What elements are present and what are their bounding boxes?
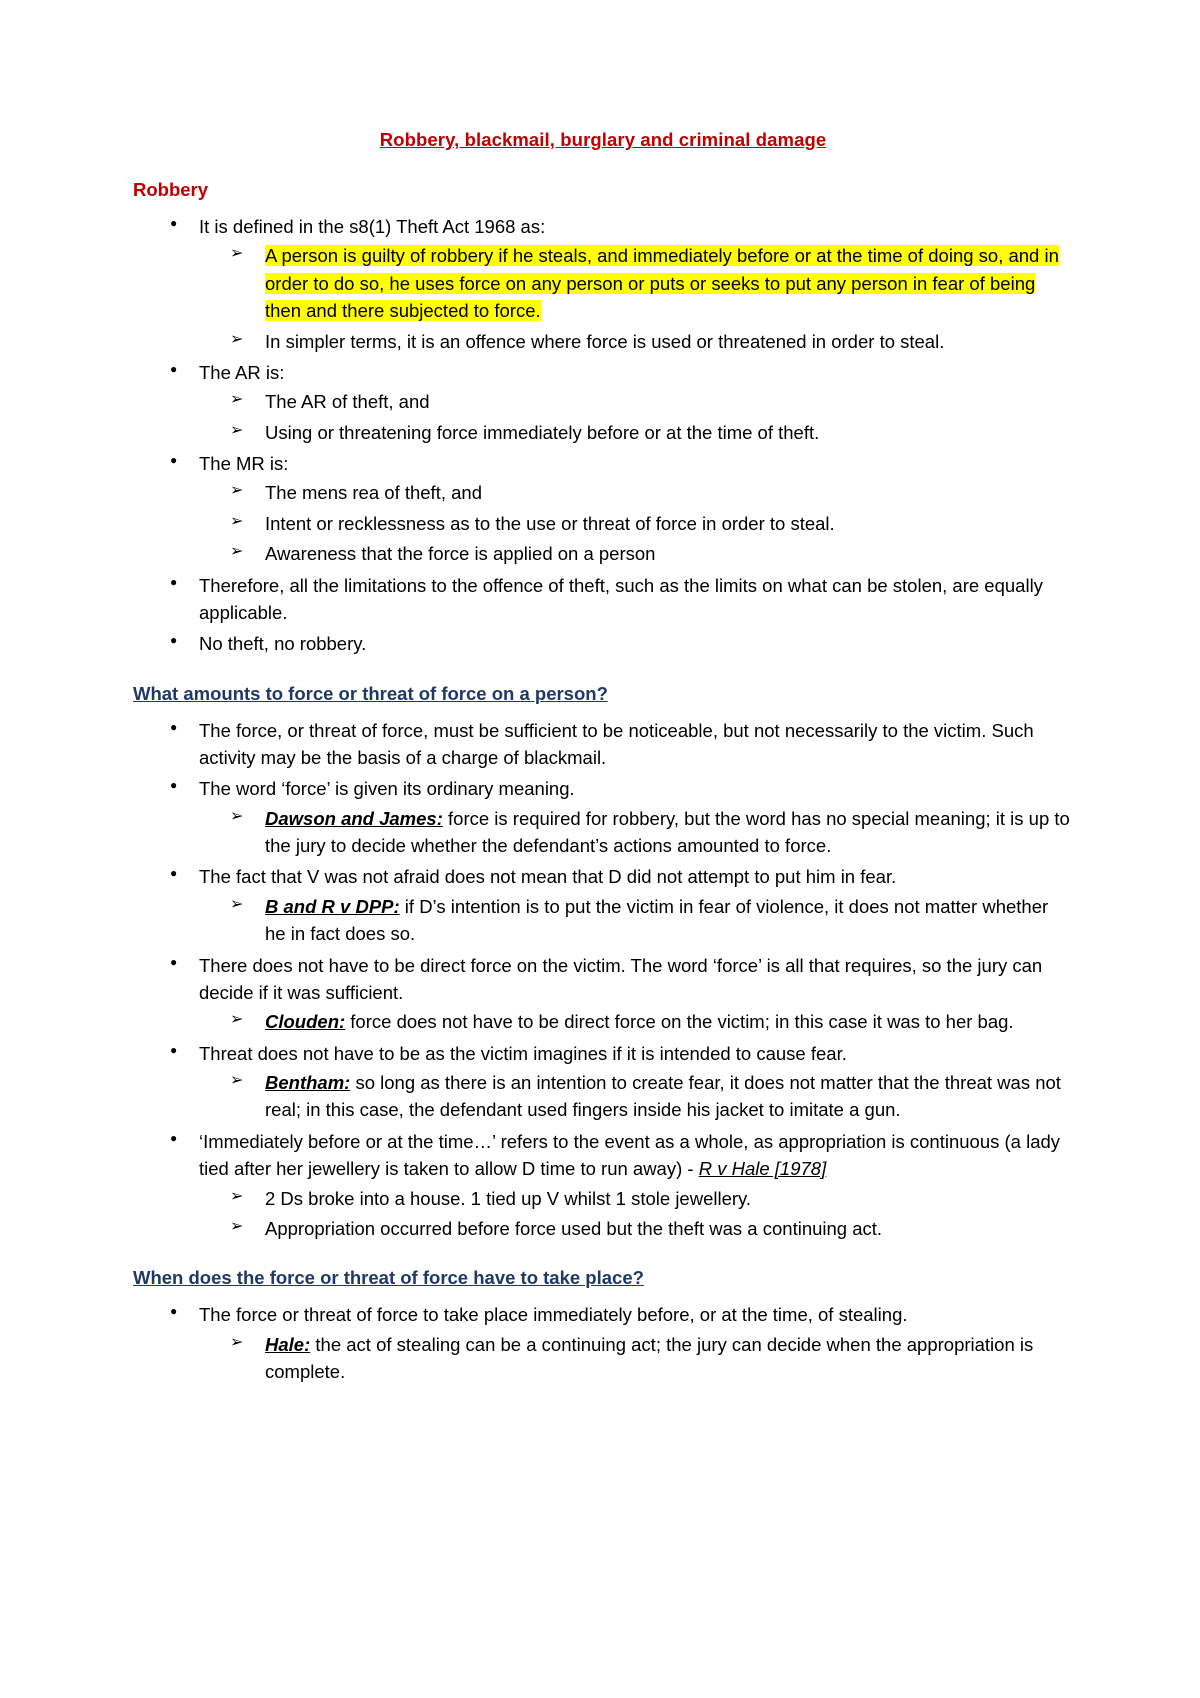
list-item bbox=[133, 952, 1073, 1036]
list-item bbox=[199, 540, 1073, 567]
list-item bbox=[199, 1215, 1073, 1242]
list-item-text: The force, or threat of force, must be sufficient to be noticeable, but not necessarily to the victim. Such activity may be the basis of a charge of blackmail. bbox=[199, 719, 1034, 768]
list-item-text: The word ‘force’ is given its ordinary meaning. bbox=[199, 778, 575, 800]
list-item-text: The fact that V was not afraid does not mean that D did not attempt to put him in fear. bbox=[199, 866, 897, 888]
sublist bbox=[199, 805, 1073, 860]
sublist bbox=[199, 893, 1073, 948]
list-item bbox=[199, 388, 1073, 415]
list-item-text: Threat does not have to be as the victim imagines if it is intended to cause fear. bbox=[199, 1042, 847, 1064]
list-robbery bbox=[133, 213, 1073, 658]
list-item bbox=[133, 863, 1073, 947]
list-item bbox=[133, 359, 1073, 446]
list-item-text: There does not have to be direct force on the victim. The word ‘force’ is all that requires, so the jury can decide if it was sufficient. bbox=[199, 954, 1043, 1003]
list-item bbox=[199, 242, 1073, 324]
list-item bbox=[199, 1008, 1073, 1035]
list-item-text: The AR of theft, and bbox=[265, 391, 430, 413]
list-item-text: The force or threat of force to take place immediately before, or at the time, of stealing. bbox=[199, 1304, 908, 1326]
list-item-text: force does not have to be direct force on the victim; in this case it was to her bag. bbox=[345, 1011, 1014, 1033]
sublist bbox=[199, 1069, 1073, 1124]
list-item bbox=[199, 328, 1073, 355]
case-citation: Dawson and James: bbox=[265, 807, 443, 829]
list-item-text: if D’s intention is to put the victim in fear of violence, it does not matter whether he in fact does so. bbox=[265, 895, 1049, 945]
list-item bbox=[133, 630, 1073, 657]
list-item-text: The AR is: bbox=[199, 361, 285, 383]
sublist bbox=[199, 242, 1073, 355]
list-item bbox=[199, 893, 1073, 948]
list-item bbox=[199, 419, 1073, 446]
case-citation: R v Hale [1978] bbox=[698, 1158, 827, 1180]
list-item bbox=[133, 1040, 1073, 1124]
list-item bbox=[199, 805, 1073, 860]
sublist bbox=[199, 1185, 1073, 1243]
list-item-text: the act of stealing can be a continuing act; the jury can decide when the appropriation is complete. bbox=[265, 1333, 1034, 1383]
list-item bbox=[133, 775, 1073, 859]
section-heading-robbery: Robbery bbox=[133, 179, 209, 201]
section-heading-force: What amounts to force or threat of force on a person? bbox=[133, 682, 608, 704]
list-item bbox=[199, 1185, 1073, 1212]
list-item-text: force is required for robbery, but the word has no special meaning; it is up to the jury to decide whether the defendant’s actions amounted to force. bbox=[265, 807, 1070, 857]
sublist bbox=[199, 479, 1073, 567]
case-citation: Clouden: bbox=[265, 1011, 346, 1033]
list-item-text: Appropriation occurred before force used but the theft was a continuing act. bbox=[265, 1217, 883, 1239]
page-title: Robbery, blackmail, burglary and criminal damage bbox=[379, 129, 827, 150]
list-item-text: Intent or recklessness as to the use or threat of force in order to steal. bbox=[265, 512, 835, 534]
document-body bbox=[133, 128, 1073, 1389]
list-item-text: so long as there is an intention to create fear, it does not matter that the threat was not real; in this case, the defendant used fingers inside his jacket to imitate a gun. bbox=[265, 1072, 1061, 1121]
list-item-text: Therefore, all the limitations to the offence of theft, such as the limits on what can be stolen, are equally applicable. bbox=[199, 574, 1043, 623]
list-item-text: The MR is: bbox=[199, 453, 289, 475]
list-item bbox=[133, 572, 1073, 627]
highlighted-definition: A person is guilty of robbery if he steals, and immediately before or at the time of doing so, and in order to do so, he uses force on any person or puts or seeks to put any person in fear of being then and there subjected to force. bbox=[265, 245, 1059, 322]
case-citation: Hale: bbox=[265, 1333, 311, 1355]
list-item-text: ‘Immediately before or at the time…’ refers to the event as a whole, as appropriation is continuous (a lady tied after her jewellery is taken to allow D time to run away) - bbox=[199, 1130, 1061, 1180]
list-item bbox=[199, 1069, 1073, 1124]
list-force bbox=[133, 717, 1073, 1243]
list-item bbox=[133, 450, 1073, 568]
case-citation: Bentham: bbox=[265, 1072, 351, 1094]
sublist bbox=[199, 1331, 1073, 1386]
section-heading-timing: When does the force or threat of force have to take place? bbox=[133, 1267, 644, 1289]
list-item bbox=[133, 213, 1073, 355]
list-item bbox=[133, 1301, 1073, 1385]
list-item-text: It is defined in the s8(1) Theft Act 1968 as: bbox=[199, 216, 546, 238]
sublist bbox=[199, 388, 1073, 446]
list-timing bbox=[133, 1301, 1073, 1385]
list-item bbox=[133, 717, 1073, 772]
list-item-text: No theft, no robbery. bbox=[199, 633, 367, 655]
list-item-text: The mens rea of theft, and bbox=[265, 482, 482, 504]
list-item bbox=[199, 510, 1073, 537]
list-item bbox=[199, 1331, 1073, 1386]
list-item bbox=[199, 479, 1073, 506]
list-item-text: In simpler terms, it is an offence where force is used or threatened in order to steal. bbox=[265, 330, 945, 352]
list-item-text: Awareness that the force is applied on a person bbox=[265, 543, 656, 565]
list-item bbox=[133, 1128, 1073, 1243]
case-citation: B and R v DPP: bbox=[265, 895, 400, 917]
list-item-text: Using or threatening force immediately before or at the time of theft. bbox=[265, 421, 820, 443]
list-item-text: 2 Ds broke into a house. 1 tied up V whilst 1 stole jewellery. bbox=[265, 1187, 752, 1209]
sublist bbox=[199, 1008, 1073, 1035]
